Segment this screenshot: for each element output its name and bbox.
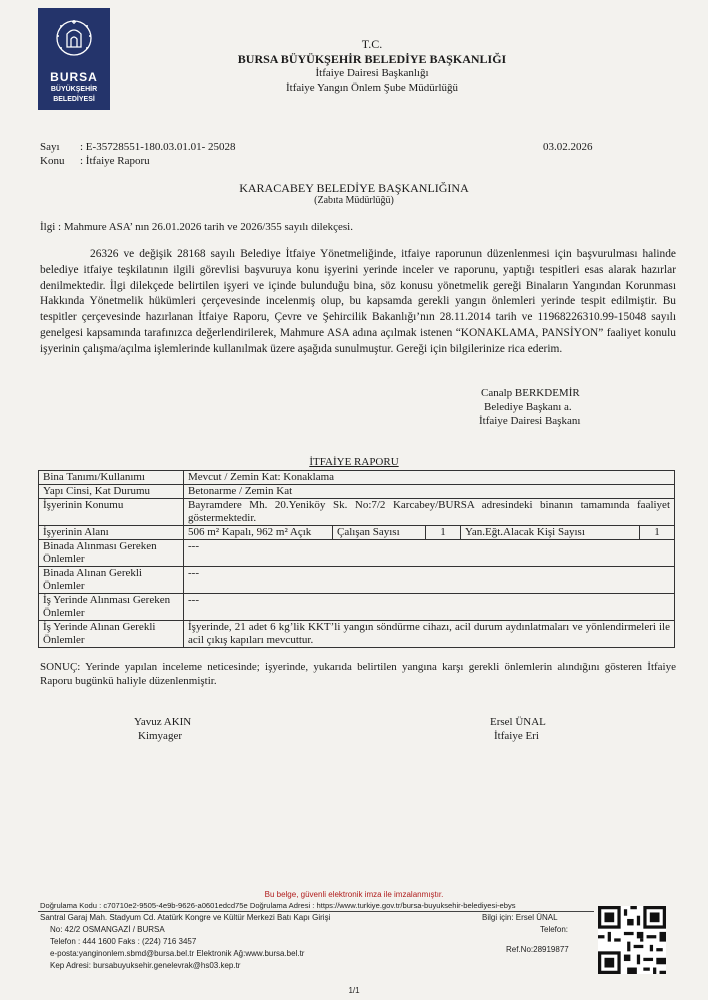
- table-row: [39, 526, 675, 540]
- konum-value: Bayramdere Mh. 20.Yeniköy Sk. No:7/2 Karcabey/BURSA adresindeki binanın tamamında faaliyet göstermektedir.: [184, 499, 675, 526]
- recipient-sub: (Zabıta Müdürlüğü): [314, 195, 394, 206]
- signer-name: Canalp BERKDEMİR: [481, 387, 580, 399]
- logo-text-line3: BELEDİYESİ: [53, 96, 95, 103]
- report-title: İTFAİYE RAPORU: [309, 456, 399, 468]
- r8-value: İşyerinde, 21 adet 6 kg’lik KKT’li yangın söndürme cihazı, acil durum aydınlatmaları ve yönlendirmeleri ile acil çıkış kapıları mevcuttur.: [184, 621, 675, 648]
- calisan-label: Çalışan Sayısı: [333, 526, 426, 540]
- calisan-value: 1: [426, 526, 461, 540]
- document-date: 03.02.2026: [543, 141, 593, 153]
- r8-label: İş Yerinde Alınan Gerekli Önlemler: [39, 621, 184, 648]
- footer-refno: Ref.No:28919877: [506, 945, 569, 954]
- r5-label: Binada Alınması Gereken Önlemler: [39, 540, 184, 567]
- konum-label: İşyerinin Konumu: [39, 499, 184, 526]
- r7-label: İş Yerinde Alınması Gereken Önlemler: [39, 594, 184, 621]
- sig-left-name: Yavuz AKIN: [134, 716, 192, 728]
- page-number: 1/1: [348, 986, 360, 995]
- esign-notice: Bu belge, güvenli elektronik imza ile imzalanmıştır.: [264, 890, 444, 899]
- egitim-label: Yan.Eğt.Alacak Kişi Sayısı: [461, 526, 640, 540]
- footer-divider: [38, 911, 594, 912]
- footer-email: e-posta:yanginonlem.sbmd@bursa.bel.tr Elektronik Ağ:www.bursa.bel.tr: [50, 949, 305, 958]
- verification-line: Doğrulama Kodu : c70710e2-9505-4e9b-9626-a0601edcd75e Doğrulama Adresi : https://www.turkiye.gov.tr/bursa-buyuksehir-belediyesi-ebys: [40, 901, 516, 910]
- r7-value: ---: [184, 594, 675, 621]
- footer-address-1: Santral Garaj Mah. Stadyum Cd. Atatürk Kongre ve Kültür Merkezi Batı Kapı Girişi: [40, 913, 331, 922]
- footer-address-2: No: 42/2 OSMANGAZİ / BURSA: [50, 925, 165, 934]
- footer-kep: Kep Adresi: bursabuyuksehir.genelevrak@hs03.kep.tr: [50, 961, 241, 970]
- ilgi-line: İlgi : Mahmure ASA’ nın 26.01.2026 tarih ve 2026/355 sayılı dilekçesi.: [40, 221, 353, 233]
- r5-value: ---: [184, 540, 675, 567]
- sig-right-name: Ersel ÜNAL: [490, 716, 546, 728]
- logo-text-line2: BÜYÜKŞEHİR: [50, 86, 98, 93]
- r6-label: Binada Alınan Gerekli Önlemler: [39, 567, 184, 594]
- report-table: [38, 470, 675, 648]
- signer-title-2: İtfaiye Dairesi Başkanı: [479, 415, 581, 427]
- header-dept: İtfaiye Dairesi Başkanlığı: [315, 67, 429, 79]
- sayi-value: : E-35728551-180.03.01.01- 25028: [80, 141, 236, 153]
- table-row: [39, 621, 675, 648]
- bina-value: Mevcut / Zemin Kat: Konaklama: [184, 471, 675, 485]
- egitim-value: 1: [640, 526, 675, 540]
- table-row: [39, 540, 675, 567]
- table-row: [39, 471, 675, 485]
- conclusion-text: SONUÇ: Yerinde yapılan inceleme neticesinde; işyerinde, yukarıda belirtilen yangına karşı gerekli önlemlerin alındığını gösteren İtfaiye Raporu bugünkü haliyle düzenlenmiştir.: [40, 661, 676, 687]
- konu-label: Konu: [40, 155, 65, 167]
- signer-title-1: Belediye Başkanı a.: [484, 401, 572, 413]
- recipient-name: KARACABEY BELEDİYE BAŞKANLIĞINA: [239, 181, 469, 195]
- header-org: BURSA BÜYÜKŞEHİR BELEDİYE BAŞKANLIĞI: [237, 52, 507, 66]
- logo-text-line1: BURSA: [50, 70, 98, 84]
- yapi-label: Yapı Cinsi, Kat Durumu: [39, 485, 184, 499]
- header-tc: T.C.: [361, 37, 383, 51]
- table-row: [39, 499, 675, 526]
- table-row: [39, 485, 675, 499]
- bina-label: Bina Tanımı/Kullanımı: [39, 471, 184, 485]
- qr-code-icon: [598, 906, 666, 974]
- konu-value: : İtfaiye Raporu: [80, 155, 150, 167]
- sig-right-title: İtfaiye Eri: [494, 730, 539, 742]
- yapi-value: Betonarme / Zemin Kat: [184, 485, 675, 499]
- alan-value: 506 m² Kapalı, 962 m² Açık: [184, 526, 333, 540]
- header-branch: İtfaiye Yangın Önlem Şube Müdürlüğü: [285, 82, 458, 94]
- table-row: [39, 594, 675, 621]
- alan-label: İşyerinin Alanı: [39, 526, 184, 540]
- footer-tel: Telefon:: [540, 925, 569, 934]
- body-paragraph: 26326 ve değişik 28168 sayılı Belediye İtfaiye Yönetmeliğinde, itfaiye raporunun düzenlenmesi için başvurulması halinde belediye itfaiye teşkilatının ilgili görevlisi başvuruya konu işyerini yerinde inceler ve raporunu, yaptığı tespitleri esas alarak hazırlar denilmektedir. İlgi dilekçede belirtilen işyeri ve içinde bulunduğu bina, söz konusu yönetmelik gereği Binaların Yangından Korunması Hakkında Yönetmelik hükümleri çerçevesinde incelenmiş olup, bu kapsamda gerekli yangın önlemleri yerinde tespit edilmiştir. Bu tespitler çerçevesinde hazırlanan İtfaiye Raporu, Çevre ve Şehircilik Bakanlığı’nın 28.11.2014 tarih ve 11968226310.99-15048 sayılı genelgesi kapsamında tarafınızca değerlendirilerek, Mahmure ASA adına açılmak istenen “KONAKLAMA, PANSİYON” faaliyet konulu işyerinin çalışma/açılma işlemlerinde kullanılmak üzere aşağıda sunulmuştur. Gereği için bilgilerinize rica ederim.: [40, 248, 676, 355]
- r6-value: ---: [184, 567, 675, 594]
- footer-info: Bilgi için: Ersel ÜNAL: [482, 913, 558, 922]
- table-row: [39, 567, 675, 594]
- sig-left-title: Kimyager: [138, 730, 182, 742]
- footer-phone: Telefon : 444 1600 Faks : (224) 716 3457: [50, 937, 197, 946]
- sayi-label: Sayı: [40, 141, 60, 153]
